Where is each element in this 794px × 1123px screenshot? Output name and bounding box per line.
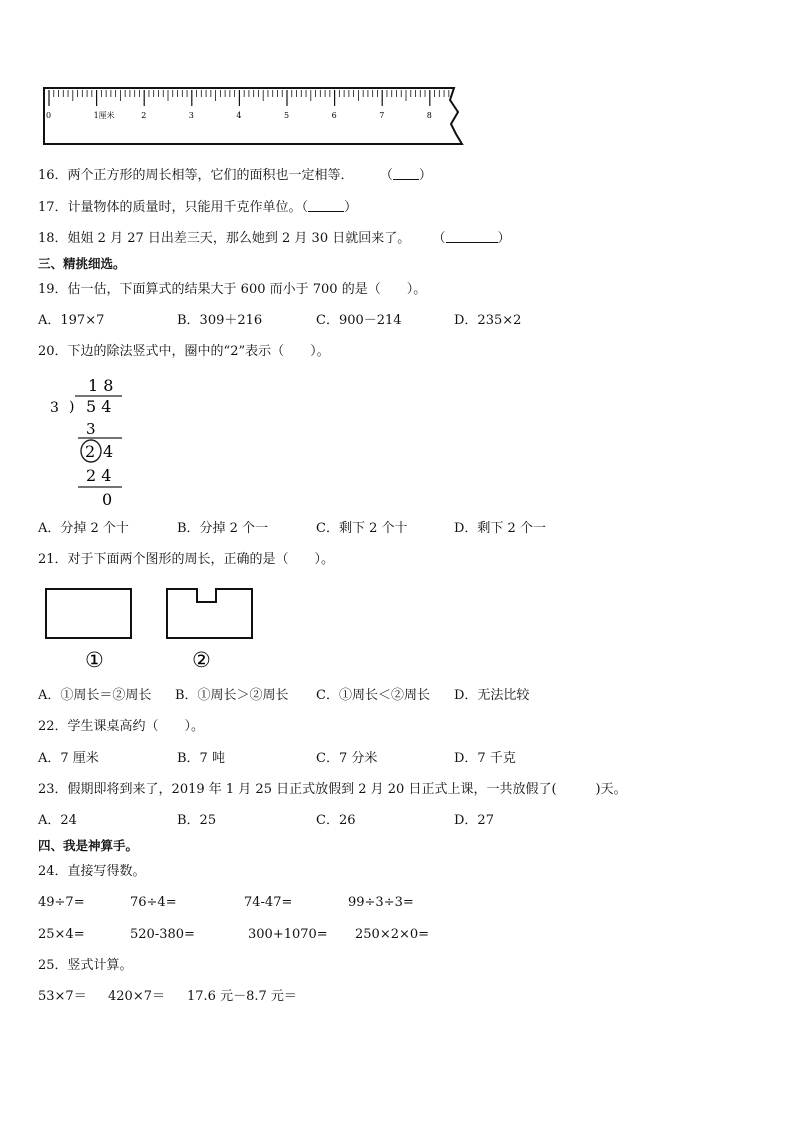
q22-option-b[interactable]: B．7 吨 [177,751,225,766]
q25-item: 53×7＝ [38,989,87,1004]
q24-item: 300+1070= [248,927,328,942]
question-16-blank-close: ） [418,168,432,183]
q24-item: 250×2×0= [355,927,430,942]
q25-item: 420×7＝ [108,989,165,1004]
question-18-blank-open: （ [432,231,446,246]
q24-item: 49÷7= [38,895,85,910]
q22-option-c[interactable]: C．7 分米 [316,751,378,766]
q19-option-b[interactable]: B．309＋216 [177,313,263,328]
question-17-blank-open: （ [301,200,309,215]
ruler-figure [42,86,470,146]
q21-option-c[interactable]: C．①周长＜②周长 [316,688,430,703]
division-remainder: 0 [102,490,113,509]
q22-option-d[interactable]: D．7 千克 [454,751,516,766]
question-18-answer-blank[interactable] [446,231,498,243]
ruler-label: 2 [141,111,147,120]
figure-1-rectangle [46,589,131,638]
q22-option-a[interactable]: A．7 厘米 [38,751,99,766]
question-24-text: 24．直接写得数。 [38,864,146,879]
question-16 [38,168,432,182]
question-22-text: 22．学生课桌高约（ ）。 [38,719,205,734]
question-17-answer-blank[interactable] [308,200,344,212]
q21-option-d[interactable]: D．无法比较 [454,688,530,703]
q24-item: 99÷3÷3= [348,895,414,910]
perimeter-figures [40,582,260,674]
q21-option-a[interactable]: A．①周长＝②周长 [38,688,152,703]
question-17 [38,200,357,214]
q25-item: 17.6 元－8.7 元＝ [187,989,297,1004]
long-division-figure [44,374,154,514]
q24-item: 74-47= [244,895,293,910]
division-dividend: 5 4 [86,397,112,416]
ruler-label: 0 [46,111,52,120]
question-20-text: 20．下边的除法竖式中，圈中的“2”表示（ ）。 [38,344,330,359]
figure-1-label: ① [85,648,104,672]
division-bracket: ) [69,399,75,415]
question-18 [38,231,511,245]
question-19-text: 19．估一估，下面算式的结果大于 600 而小于 700 的是（ ）。 [38,282,427,297]
q23-option-a[interactable]: A．24 [38,813,77,828]
question-16-blank-open: （ [379,168,393,183]
question-25-text: 25．竖式计算。 [38,958,133,973]
q20-option-d[interactable]: D．剩下 2 个一 [454,521,546,536]
figure-2-label: ② [192,648,211,672]
q24-item: 25×4= [38,927,85,942]
q19-option-a[interactable]: A．197×7 [38,313,105,328]
division-circled-digit: 2 [85,442,96,461]
q24-item: 520-380= [130,927,195,942]
q23-option-c[interactable]: C．26 [316,813,356,828]
question-18-blank-close: ） [497,231,511,246]
ruler-label: 4 [236,111,242,120]
q20-option-b[interactable]: B．分掉 2 个一 [177,521,269,536]
question-17-text: 17．计量物体的质量时，只能用千克作单位。 [38,200,302,215]
q19-option-d[interactable]: D．235×2 [454,313,522,328]
division-step1: 3 [86,420,96,438]
question-23-text: 23．假期即将到来了，2019 年 1 月 25 日正式放假到 2 月 20 日正式上课，一共放假了( )天。 [38,782,627,797]
ruler-label: 6 [331,111,337,120]
ruler-label: 5 [284,111,290,120]
ruler-label: 3 [188,111,194,120]
ruler-label: 8 [426,111,432,120]
question-21-text: 21．对于下面两个图形的周长，正确的是（ ）。 [38,552,335,567]
q21-option-b[interactable]: B．①周长＞②周长 [175,688,289,703]
q20-option-c[interactable]: C．剩下 2 个十 [316,521,408,536]
division-step1b: 4 [103,442,114,461]
q19-option-c[interactable]: C．900－214 [316,313,402,328]
question-18-text: 18．姐姐 2 月 27 日出差三天，那么她到 2 月 30 日就回来了。 [38,231,411,246]
figure-2-notched-rectangle [167,589,252,638]
division-divisor: 3 [50,400,59,416]
ruler-label: 7 [379,111,385,120]
section-4-heading: 四、我是神算手。 [38,838,139,853]
q24-item: 76÷4= [130,895,177,910]
question-17-blank-close: ） [344,200,358,215]
division-quotient: 1 8 [88,376,114,395]
ruler-label: 1厘米 [93,111,115,120]
q23-option-b[interactable]: B．25 [177,813,217,828]
section-3-heading: 三、精挑细选。 [38,256,126,271]
q20-option-a[interactable]: A．分掉 2 个十 [38,521,129,536]
q23-option-d[interactable]: D．27 [454,813,494,828]
question-16-text: 16．两个正方形的周长相等，它们的面积也一定相等． [38,168,354,183]
division-step2: 2 4 [86,466,112,485]
question-16-answer-blank[interactable] [393,168,419,180]
